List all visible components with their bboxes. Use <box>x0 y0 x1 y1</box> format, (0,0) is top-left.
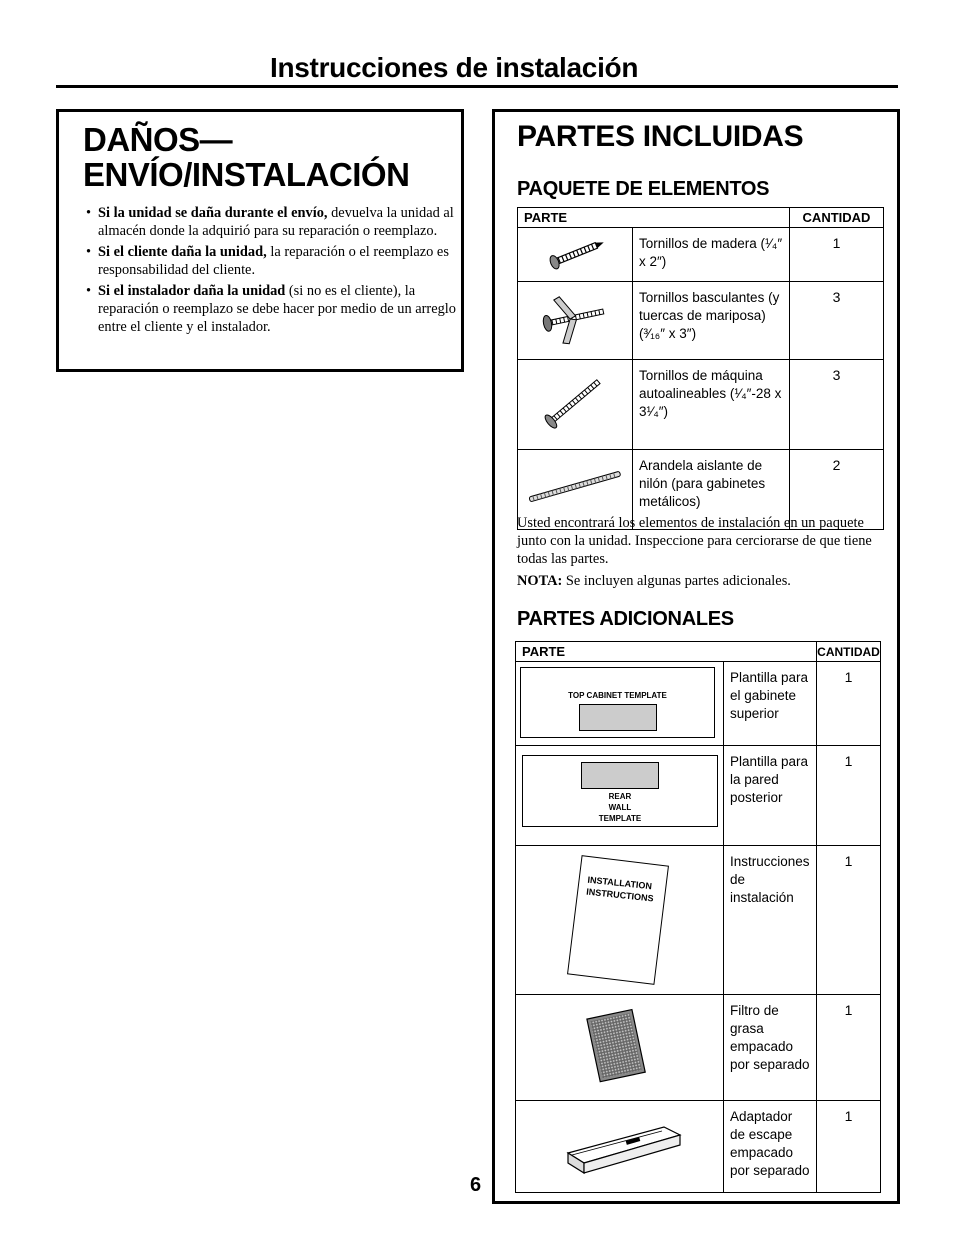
part-image-cell <box>516 746 724 846</box>
part-quantity: 1 <box>817 1101 881 1193</box>
additional-table <box>515 641 881 1193</box>
damage-title <box>83 122 409 192</box>
toggle-bolt-icon <box>518 282 632 354</box>
part-quantity: 2 <box>790 450 884 530</box>
table-row <box>518 360 884 450</box>
col-header-qty: CANTIDAD <box>790 208 884 228</box>
kit-note: Usted encontrará los elementos de instalación en un paquete junto con la unidad. Inspeccione para cerciorarse de que tiene todas las partes. <box>517 515 872 567</box>
damage-box <box>56 109 464 372</box>
damage-item-text: devuelva la unidad al almacén donde la adquirió para su reparación o reemplazo. <box>98 205 454 239</box>
exhaust-adapter-icon <box>516 1101 723 1187</box>
damage-item <box>86 204 456 240</box>
damage-title-line-2: ENVÍO/INSTALACIÓN <box>83 156 410 193</box>
table-row <box>516 995 881 1101</box>
part-image-cell <box>518 360 633 450</box>
booklet-label <box>586 874 656 905</box>
part-image-cell <box>516 662 724 746</box>
bullet-icon: • <box>86 283 92 299</box>
top-cabinet-template-icon <box>520 667 715 738</box>
part-description: Plantilla para el gabinete superior <box>724 662 817 746</box>
table-row <box>516 846 881 995</box>
template-label-line: REAR <box>608 792 632 801</box>
table-header-row <box>518 208 884 228</box>
damage-item <box>86 243 456 279</box>
bullet-icon: • <box>86 244 92 260</box>
page-title: Instrucciones de instalación <box>270 52 639 83</box>
kit-note-extra <box>517 572 877 590</box>
parts-box <box>492 109 900 1204</box>
col-header-qty: CANTIDAD <box>817 642 881 662</box>
damage-item <box>86 282 456 336</box>
booklet-label-line: INSTRUCTIONS <box>585 886 654 904</box>
part-image-cell <box>518 282 633 360</box>
rear-wall-template-icon <box>522 755 718 827</box>
table-row <box>518 282 884 360</box>
part-image-cell <box>518 228 633 282</box>
kit-table <box>517 207 884 530</box>
template-cutout <box>581 762 659 789</box>
additional-heading: PARTES ADICIONALES <box>517 608 734 630</box>
template-cutout <box>579 704 657 731</box>
table-row <box>516 1101 881 1193</box>
part-description: Instrucciones de instalación <box>724 846 817 995</box>
damage-item-bold: Si el cliente daña la unidad, <box>98 244 267 260</box>
table-row <box>516 662 881 746</box>
damage-item-bold: Si el instalador daña la unidad <box>98 283 286 299</box>
installation-instructions-booklet-icon <box>567 855 669 985</box>
template-label-line: TEMPLATE <box>598 814 642 823</box>
part-description: Filtro de grasa empacado por separado <box>724 995 817 1101</box>
part-description: Adaptador de escape empacado por separado <box>724 1101 817 1193</box>
col-header-part: PARTE <box>516 642 817 662</box>
title-rule <box>56 85 898 88</box>
note-label: NOTA: <box>517 573 563 589</box>
damage-title-line-1: DAÑOS— <box>83 121 233 158</box>
part-quantity: 1 <box>790 228 884 282</box>
part-quantity: 3 <box>790 282 884 360</box>
nylon-washer-strip-icon <box>518 450 632 524</box>
grease-filter-icon <box>516 995 723 1095</box>
part-description: Arandela aislante de nilón (para gabinetes metálicos) <box>633 450 790 530</box>
wood-screw-icon <box>518 228 632 276</box>
template-label <box>523 791 717 824</box>
part-quantity: 1 <box>817 662 881 746</box>
page-number: 6 <box>470 1174 482 1196</box>
part-quantity: 3 <box>790 360 884 450</box>
damage-item-text: (si no es el cliente), la reparación o reemplazo se debe hacer por medio de un arreglo entre el cliente y el instalador. <box>98 283 456 335</box>
part-quantity: 1 <box>817 995 881 1101</box>
damage-item-text: la reparación o el reemplazo es responsabilidad del cliente. <box>98 244 449 278</box>
parts-title: PARTES INCLUIDAS <box>517 120 804 153</box>
template-label-line: WALL <box>608 803 632 812</box>
booklet-label-line: INSTALLATION <box>587 874 653 892</box>
table-row <box>518 228 884 282</box>
col-header-part: PARTE <box>518 208 790 228</box>
note-text: Se incluyen algunas partes adicionales. <box>562 573 791 589</box>
damage-list <box>86 204 456 339</box>
damage-item-bold: Si la unidad se daña durante el envío, <box>98 205 328 221</box>
template-label: TOP CABINET TEMPLATE <box>568 691 667 700</box>
part-description: Tornillos basculantes (y tuercas de mariposa) (³⁄₁₆″ x 3″) <box>633 282 790 360</box>
bullet-icon: • <box>86 205 92 221</box>
part-image-cell <box>516 846 724 995</box>
part-description: Tornillos de madera (¹⁄₄″ x 2″) <box>633 228 790 282</box>
part-image-cell <box>516 1101 724 1193</box>
part-quantity: 1 <box>817 846 881 995</box>
kit-heading: PAQUETE DE ELEMENTOS <box>517 178 770 200</box>
part-description: Plantilla para la pared posterior <box>724 746 817 846</box>
machine-screw-icon <box>518 360 632 444</box>
part-description: Tornillos de máquina autoalineables (¹⁄₄″-28 x 3¹⁄₄″) <box>633 360 790 450</box>
part-quantity: 1 <box>817 746 881 846</box>
table-row <box>516 746 881 846</box>
part-image-cell <box>516 995 724 1101</box>
table-header-row <box>516 642 881 662</box>
